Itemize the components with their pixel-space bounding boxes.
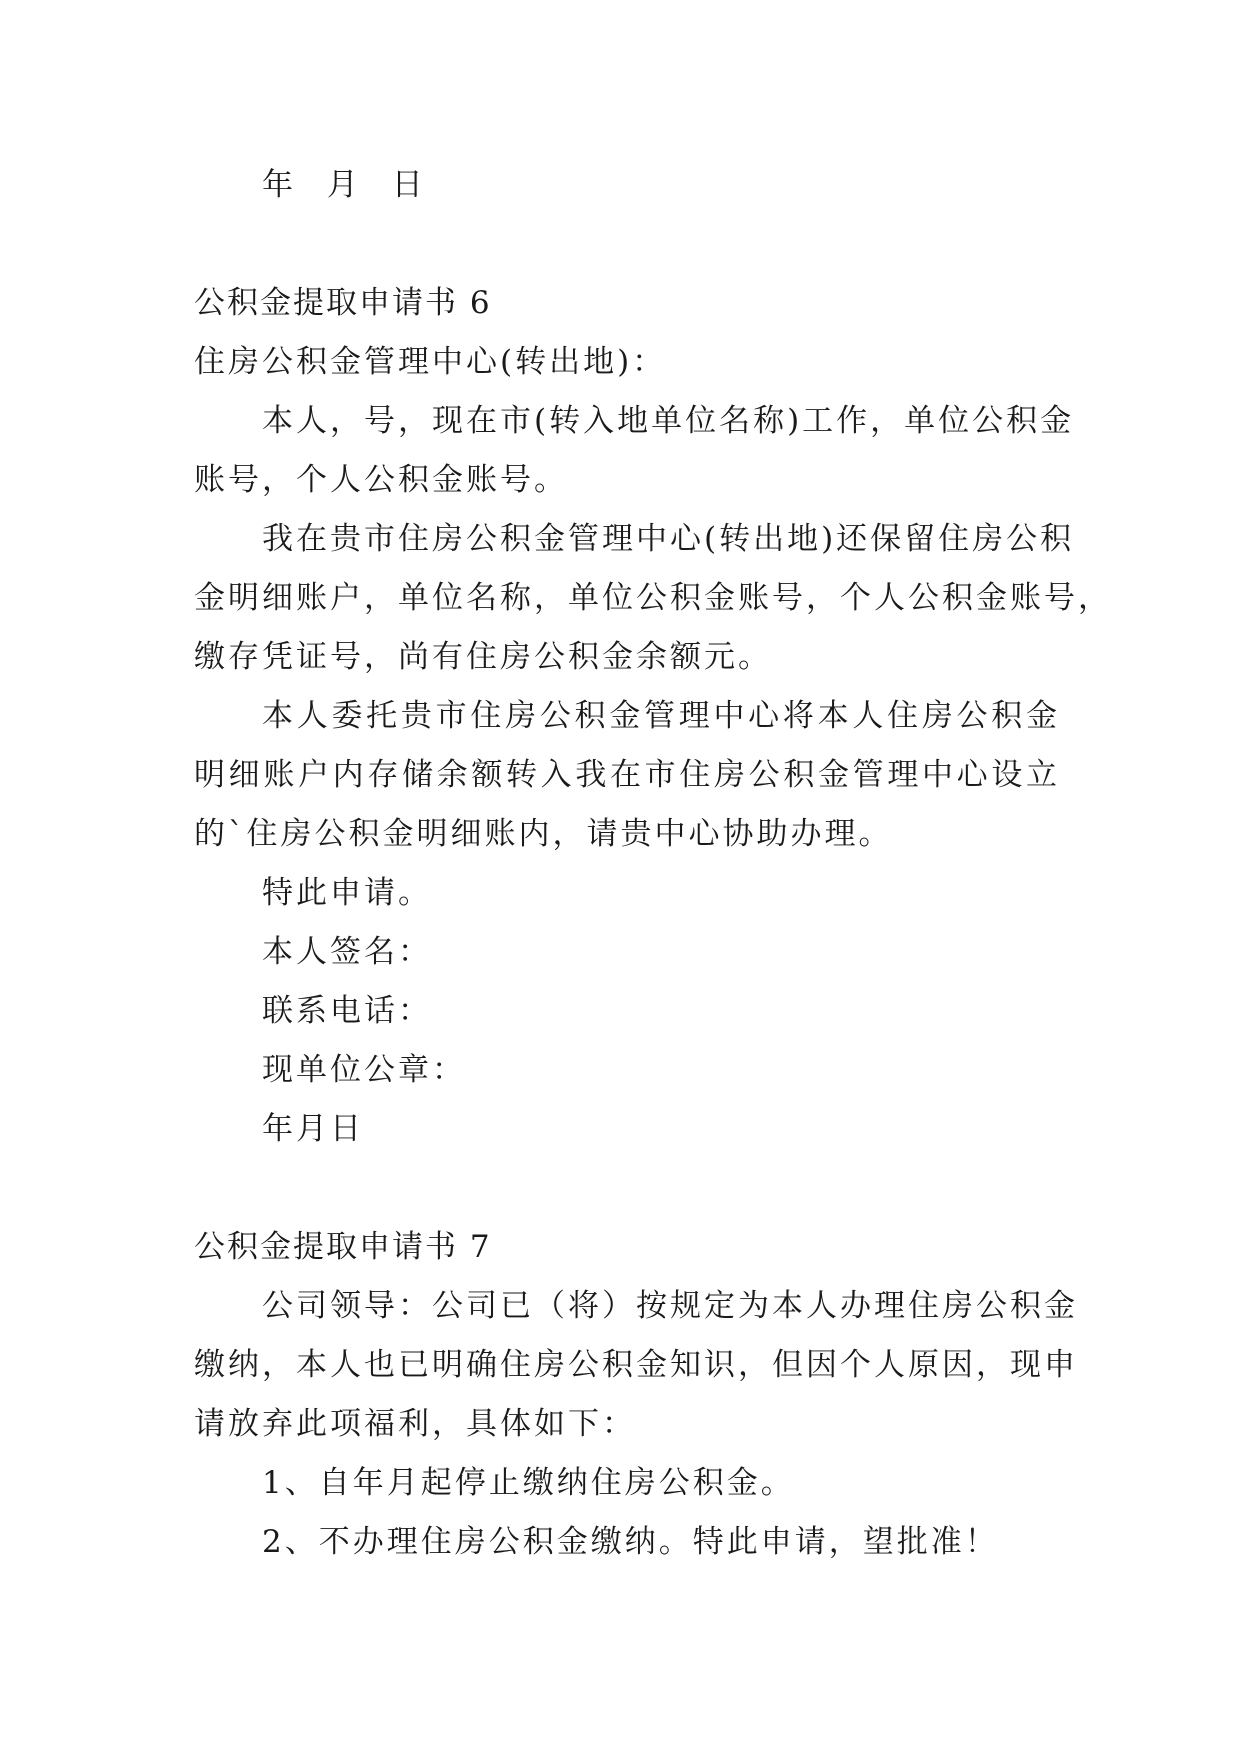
paragraph-line: 明细账户内存储余额转入我在市住房公积金管理中心设立 [194, 757, 1060, 793]
paragraph-line: 的`住房公积金明细账内，请贵中心协助办理。 [194, 816, 893, 852]
letter6-addressee: 住房公积金管理中心(转出地)： [194, 344, 667, 380]
paragraph-line: 公司领导：公司已（将）按规定为本人办理住房公积金 [262, 1288, 1078, 1324]
letter6-seal-label: 现单位公章： [262, 1052, 466, 1088]
letter7-paragraph-1 [194, 1277, 1078, 1454]
letter7-item-2: 2、不办理住房公积金缴纳。特此申请，望批准！ [262, 1524, 999, 1560]
letter6-closing: 特此申请。 [262, 875, 432, 911]
letter6-paragraph-3 [194, 687, 1060, 864]
paragraph-line: 账号，个人公积金账号。 [194, 462, 568, 498]
paragraph-line: 我在贵市住房公积金管理中心(转出地)还保留住房公积 [262, 521, 1075, 557]
spacer [194, 215, 1060, 274]
letter6-signature-label: 本人签名： [262, 934, 432, 970]
spacer [194, 1159, 1060, 1218]
paragraph-line: 本人，号，现在市(转入地单位名称)工作，单位公积金 [262, 403, 1075, 439]
letter6-paragraph-1 [194, 392, 1075, 510]
letter6-phone-label: 联系电话： [262, 993, 432, 1029]
letter7-item-1: 1、自年月起停止缴纳住房公积金。 [262, 1465, 795, 1501]
letter7-title: 公积金提取申请书 7 [194, 1229, 492, 1265]
letter6-title: 公积金提取申请书 6 [194, 285, 492, 321]
letter6-date: 年月日 [262, 1111, 364, 1147]
date-line: 年 月 日 [262, 167, 426, 203]
paragraph-line: 金明细账户，单位名称，单位公积金账号，个人公积金账号， [194, 580, 1112, 616]
letter6-paragraph-2 [194, 510, 1112, 687]
paragraph-line: 请放弃此项福利，具体如下： [194, 1406, 636, 1442]
paragraph-line: 缴存凭证号，尚有住房公积金余额元。 [194, 639, 772, 675]
document-page [194, 156, 1112, 1572]
paragraph-line: 缴纳，本人也已明确住房公积金知识，但因个人原因，现申 [194, 1347, 1078, 1383]
paragraph-line: 本人委托贵市住房公积金管理中心将本人住房公积金 [262, 698, 1060, 734]
